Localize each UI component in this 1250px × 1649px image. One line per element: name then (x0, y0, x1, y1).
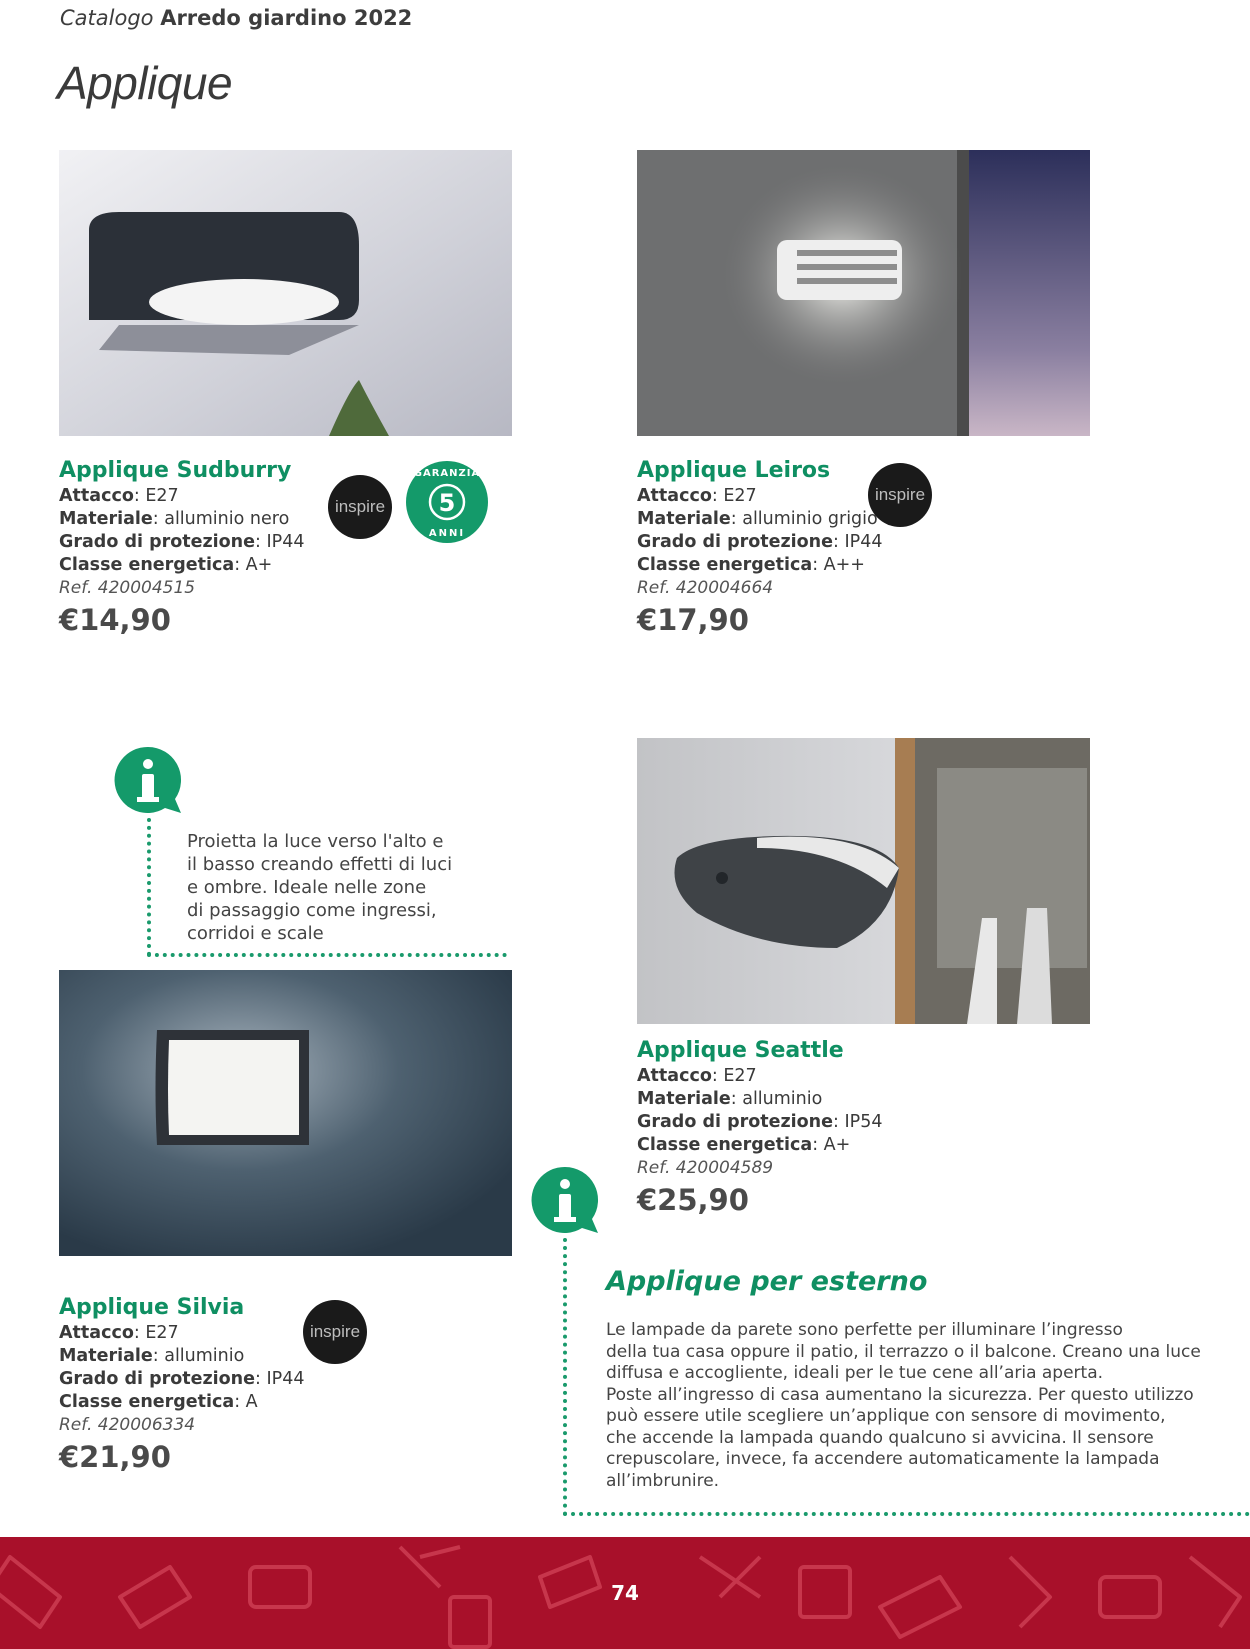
info-divider-vertical (147, 818, 151, 956)
info-divider-horizontal (563, 1512, 1250, 1516)
spec-grado: Grado di protezione: IP44 (59, 532, 305, 552)
spec-grado: Grado di protezione: IP44 (637, 532, 883, 552)
product-ref: Ref. 420004664 (637, 578, 774, 598)
product-photo-sudburry (59, 150, 512, 436)
product-price: €17,90 (637, 603, 749, 637)
spec-attacco: Attacco: E27 (59, 1323, 179, 1343)
product-ref: Ref. 420006334 (59, 1415, 196, 1435)
spec-materiale: Materiale: alluminio (637, 1089, 823, 1109)
warranty-top-text: GARANZIA (413, 468, 481, 479)
spec-attacco: Attacco: E27 (637, 486, 757, 506)
product-name: Applique Leiros (637, 458, 831, 483)
warranty-5-years-icon (405, 460, 489, 544)
product-ref: Ref. 420004589 (637, 1158, 774, 1178)
catalog-prefix: Catalogo (60, 6, 154, 30)
inspire-logo: inspire (303, 1300, 367, 1364)
spec-classe: Classe energetica: A++ (637, 555, 865, 575)
spec-attacco: Attacco: E27 (637, 1066, 757, 1086)
product-price: €14,90 (59, 603, 171, 637)
product-ref: Ref. 420004515 (59, 578, 196, 598)
product-name: Applique Seattle (637, 1038, 844, 1063)
inspire-logo: inspire (328, 475, 392, 539)
catalog-header (60, 6, 412, 30)
spec-materiale: Materiale: alluminio nero (59, 509, 290, 529)
info-divider-vertical (563, 1238, 567, 1516)
spec-grado: Grado di protezione: IP54 (637, 1112, 883, 1132)
info-icon (113, 745, 183, 815)
product-leiros (637, 458, 1057, 637)
info-text-2: Le lampade da parete sono perfette per illuminare l’ingresso della tua casa oppure il patio, il terrazzo o il balcone. Creano una luce diffusa e accogliente, ideali per le tue cene all’aria aperta. Poste all’ingresso di casa aumentano la sicurezza. Per questo utilizzo può essere utile scegliere un’applique con sensore di movimento, che accende la lampada quando qualcuno si avvicina. Il sensore crepuscolare, invece, fa accendere automaticamente la lampada all’imbrunire. (606, 1320, 1201, 1491)
spec-classe: Classe energetica: A (59, 1392, 258, 1412)
spec-classe: Classe energetica: A+ (59, 555, 273, 575)
product-name: Applique Silvia (59, 1295, 245, 1320)
spec-materiale: Materiale: alluminio (59, 1346, 245, 1366)
info-title: Applique per esterno (606, 1266, 928, 1297)
product-photo-leiros (637, 150, 1090, 436)
catalog-title: Arredo giardino 2022 (160, 6, 413, 30)
footer-band (0, 1537, 1250, 1649)
product-price: €21,90 (59, 1440, 171, 1474)
product-price: €25,90 (637, 1183, 749, 1217)
product-seattle (637, 1038, 1057, 1217)
product-photo-seattle (637, 738, 1090, 1024)
info-divider-horizontal (147, 953, 507, 957)
product-silvia (59, 1295, 479, 1474)
spec-classe: Classe energetica: A+ (637, 1135, 851, 1155)
page-title: Applique (57, 57, 233, 109)
product-photo-silvia (59, 970, 512, 1256)
warranty-number: 5 (438, 489, 456, 517)
product-name: Applique Sudburry (59, 458, 292, 483)
inspire-logo: inspire (868, 463, 932, 527)
spec-attacco: Attacco: E27 (59, 486, 179, 506)
spec-materiale: Materiale: alluminio grigio (637, 509, 878, 529)
info-text-1: Proietta la luce verso l'alto e il basso creando effetti di luci e ombre. Ideale nelle zone di passaggio come ingressi, corridoi e scale (187, 831, 453, 944)
info-icon (530, 1165, 600, 1235)
warranty-bottom-text: ANNI (428, 528, 466, 539)
spec-grado: Grado di protezione: IP44 (59, 1369, 305, 1389)
page-number: 74 (611, 1581, 639, 1605)
